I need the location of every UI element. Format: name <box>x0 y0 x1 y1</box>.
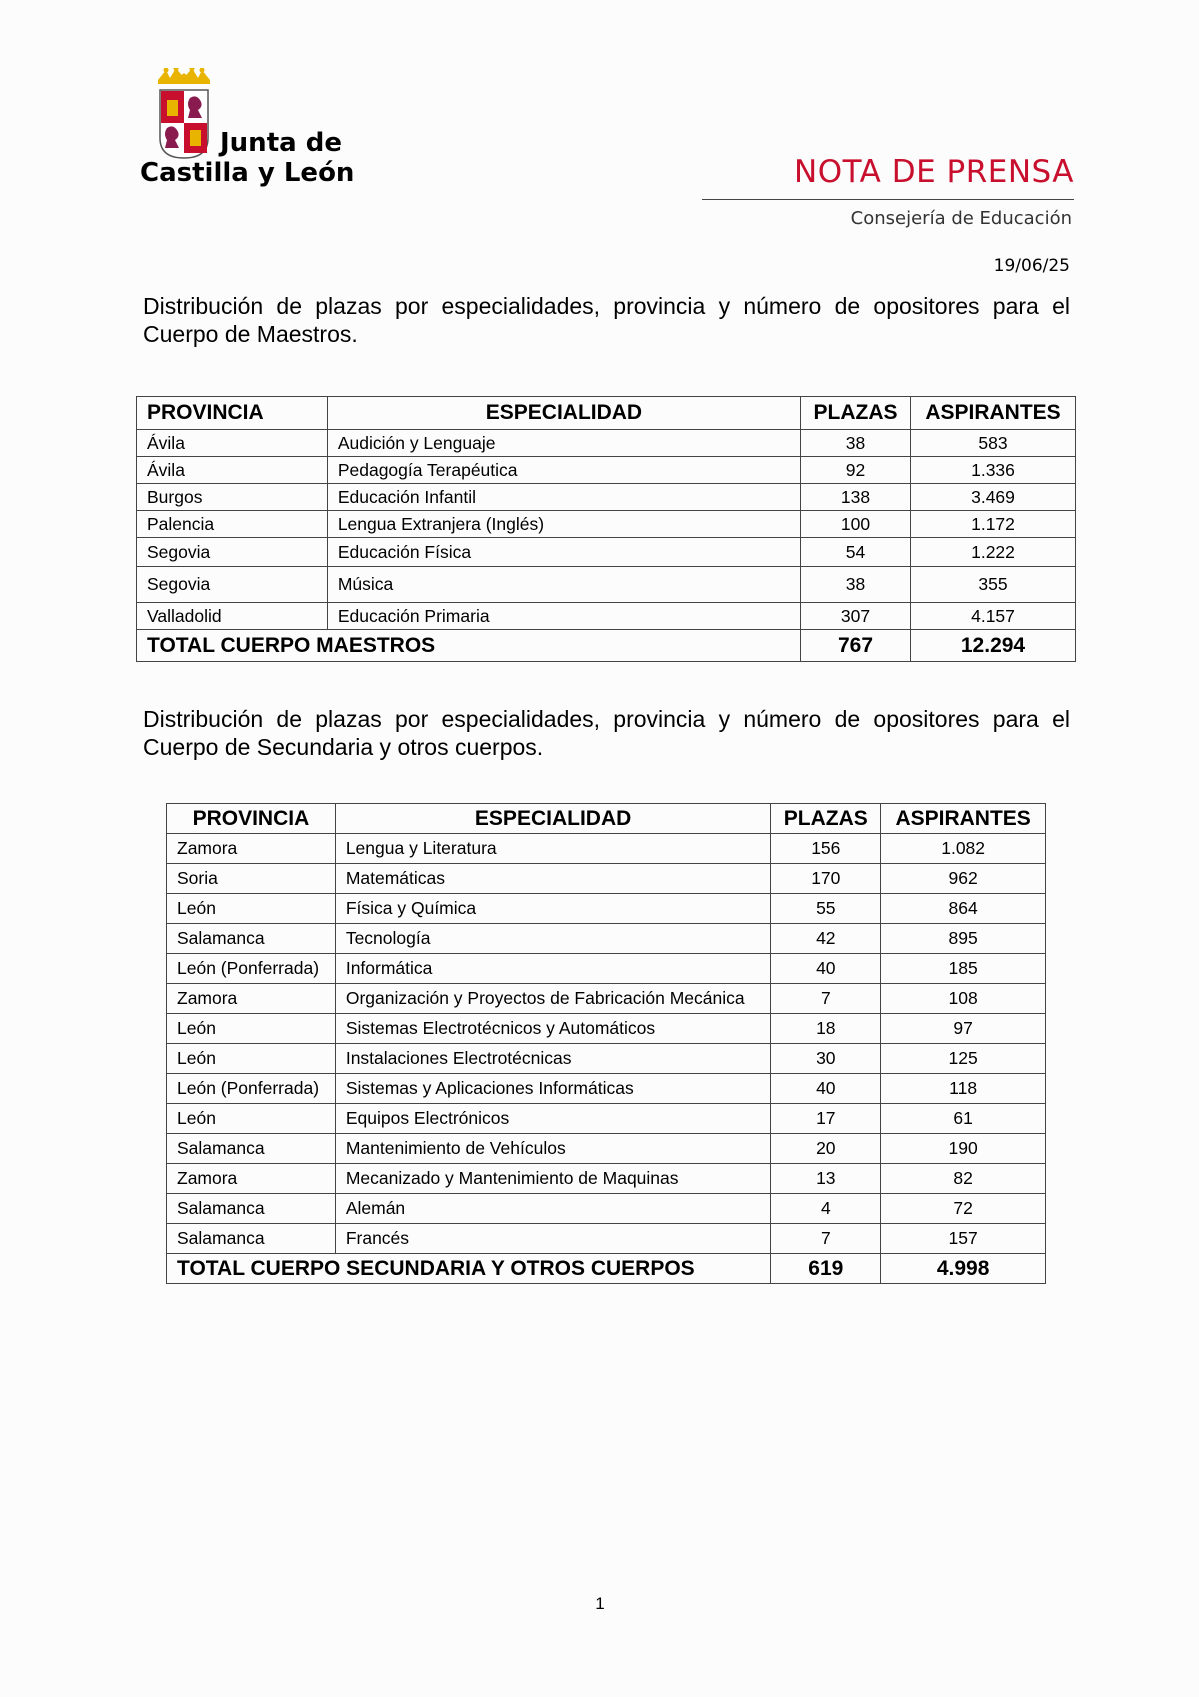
cell-provincia: Segovia <box>137 538 328 567</box>
table-row <box>137 538 1076 567</box>
cell-especialidad: Sistemas y Aplicaciones Informáticas <box>335 1074 771 1104</box>
cell-plazas: 40 <box>771 954 881 984</box>
cell-especialidad: Tecnología <box>335 924 771 954</box>
table-row <box>137 511 1076 538</box>
cell-plazas: 92 <box>801 457 911 484</box>
table-row <box>167 924 1046 954</box>
header-divider <box>702 199 1074 200</box>
cell-especialidad: Audición y Lenguaje <box>327 430 800 457</box>
table-row <box>167 834 1046 864</box>
section2-intro: Distribución de plazas por especialidades, provincia y número de opositores para el Cuerpo de Secundaria y otros cuerpos. <box>143 706 1070 760</box>
cell-especialidad: Informática <box>335 954 771 984</box>
cell-aspirantes: 1.082 <box>881 834 1046 864</box>
logo-text-line2: Castilla y León <box>140 158 355 188</box>
cell-provincia: Salamanca <box>167 1134 336 1164</box>
total-aspirantes: 4.998 <box>881 1254 1046 1284</box>
table-row <box>167 1224 1046 1254</box>
cell-plazas: 100 <box>801 511 911 538</box>
table-row <box>167 894 1046 924</box>
section1-intro: Distribución de plazas por especialidades, provincia y número de opositores para el Cuerpo de Maestros. <box>143 293 1070 347</box>
total-row <box>167 1254 1046 1284</box>
cell-plazas: 38 <box>801 430 911 457</box>
table-row <box>167 1164 1046 1194</box>
table-row <box>137 457 1076 484</box>
cell-especialidad: Mantenimiento de Vehículos <box>335 1134 771 1164</box>
cell-plazas: 7 <box>771 984 881 1014</box>
release-date: 19/06/25 <box>993 256 1070 276</box>
cell-provincia: Ávila <box>137 430 328 457</box>
table-header-row <box>167 804 1046 834</box>
cell-especialidad: Educación Primaria <box>327 603 800 630</box>
cell-aspirantes: 1.222 <box>911 538 1076 567</box>
cell-plazas: 7 <box>771 1224 881 1254</box>
cell-provincia: Salamanca <box>167 1224 336 1254</box>
maestros-table <box>136 396 1076 662</box>
secundaria-table <box>166 803 1046 1284</box>
cell-provincia: Zamora <box>167 984 336 1014</box>
cell-plazas: 38 <box>801 567 911 603</box>
cell-provincia: Valladolid <box>137 603 328 630</box>
table-row <box>137 484 1076 511</box>
cell-aspirantes: 1.336 <box>911 457 1076 484</box>
total-plazas: 619 <box>771 1254 881 1284</box>
cell-provincia: León (Ponferrada) <box>167 954 336 984</box>
cell-aspirantes: 61 <box>881 1104 1046 1134</box>
press-release-title: NOTA DE PRENSA <box>794 154 1074 190</box>
cell-aspirantes: 962 <box>881 864 1046 894</box>
cell-plazas: 156 <box>771 834 881 864</box>
total-aspirantes: 12.294 <box>911 630 1076 662</box>
cell-especialidad: Pedagogía Terapéutica <box>327 457 800 484</box>
table-row <box>137 430 1076 457</box>
cell-especialidad: Física y Química <box>335 894 771 924</box>
cell-aspirantes: 97 <box>881 1014 1046 1044</box>
cell-plazas: 40 <box>771 1074 881 1104</box>
cell-plazas: 54 <box>801 538 911 567</box>
cell-plazas: 20 <box>771 1134 881 1164</box>
cell-especialidad: Lengua Extranjera (Inglés) <box>327 511 800 538</box>
cell-plazas: 18 <box>771 1014 881 1044</box>
cell-especialidad: Instalaciones Electrotécnicas <box>335 1044 771 1074</box>
cell-aspirantes: 3.469 <box>911 484 1076 511</box>
col-header-especialidad: ESPECIALIDAD <box>327 397 800 430</box>
cell-especialidad: Francés <box>335 1224 771 1254</box>
cell-especialidad: Organización y Proyectos de Fabricación Mecánica <box>335 984 771 1014</box>
cell-plazas: 13 <box>771 1164 881 1194</box>
cell-aspirantes: 355 <box>911 567 1076 603</box>
cell-plazas: 17 <box>771 1104 881 1134</box>
cell-provincia: León <box>167 894 336 924</box>
table-header-row <box>137 397 1076 430</box>
cell-especialidad: Sistemas Electrotécnicos y Automáticos <box>335 1014 771 1044</box>
cell-aspirantes: 185 <box>881 954 1046 984</box>
col-header-aspirantes: ASPIRANTES <box>911 397 1076 430</box>
cell-aspirantes: 72 <box>881 1194 1046 1224</box>
col-header-plazas: PLAZAS <box>771 804 881 834</box>
col-header-provincia: PROVINCIA <box>137 397 328 430</box>
table-row <box>167 1104 1046 1134</box>
logo-text-line1: Junta de <box>220 128 342 158</box>
cell-plazas: 170 <box>771 864 881 894</box>
coat-of-arms-icon <box>156 68 212 160</box>
cell-provincia: Ávila <box>137 457 328 484</box>
cell-aspirantes: 864 <box>881 894 1046 924</box>
cell-especialidad: Lengua y Literatura <box>335 834 771 864</box>
cell-provincia: Burgos <box>137 484 328 511</box>
cell-plazas: 307 <box>801 603 911 630</box>
table-row <box>167 1074 1046 1104</box>
cell-aspirantes: 157 <box>881 1224 1046 1254</box>
cell-provincia: Segovia <box>137 567 328 603</box>
col-header-plazas: PLAZAS <box>801 397 911 430</box>
cell-provincia: Salamanca <box>167 924 336 954</box>
cell-provincia: Salamanca <box>167 1194 336 1224</box>
cell-aspirantes: 82 <box>881 1164 1046 1194</box>
cell-especialidad: Música <box>327 567 800 603</box>
junta-logo <box>138 68 363 198</box>
cell-provincia: León <box>167 1044 336 1074</box>
table-row <box>167 864 1046 894</box>
table-row <box>167 1134 1046 1164</box>
cell-aspirantes: 108 <box>881 984 1046 1014</box>
table-row <box>137 603 1076 630</box>
col-header-especialidad: ESPECIALIDAD <box>335 804 771 834</box>
cell-aspirantes: 4.157 <box>911 603 1076 630</box>
cell-especialidad: Educación Infantil <box>327 484 800 511</box>
cell-aspirantes: 125 <box>881 1044 1046 1074</box>
table-row <box>167 984 1046 1014</box>
cell-aspirantes: 190 <box>881 1134 1046 1164</box>
cell-plazas: 4 <box>771 1194 881 1224</box>
cell-especialidad: Alemán <box>335 1194 771 1224</box>
cell-aspirantes: 118 <box>881 1074 1046 1104</box>
cell-especialidad: Equipos Electrónicos <box>335 1104 771 1134</box>
cell-provincia: Palencia <box>137 511 328 538</box>
total-plazas: 767 <box>801 630 911 662</box>
table-row <box>167 1014 1046 1044</box>
department-name: Consejería de Educación <box>850 208 1072 229</box>
cell-plazas: 55 <box>771 894 881 924</box>
total-label: TOTAL CUERPO MAESTROS <box>137 630 801 662</box>
table-row <box>167 1044 1046 1074</box>
cell-provincia: León <box>167 1104 336 1134</box>
table-row <box>167 1194 1046 1224</box>
cell-provincia: León (Ponferrada) <box>167 1074 336 1104</box>
cell-especialidad: Mecanizado y Mantenimiento de Maquinas <box>335 1164 771 1194</box>
cell-aspirantes: 583 <box>911 430 1076 457</box>
cell-provincia: Zamora <box>167 834 336 864</box>
cell-aspirantes: 895 <box>881 924 1046 954</box>
cell-plazas: 42 <box>771 924 881 954</box>
total-label: TOTAL CUERPO SECUNDARIA Y OTROS CUERPOS <box>167 1254 771 1284</box>
cell-plazas: 30 <box>771 1044 881 1074</box>
col-header-provincia: PROVINCIA <box>167 804 336 834</box>
page-number: 1 <box>595 1594 605 1613</box>
table-row <box>137 567 1076 603</box>
col-header-aspirantes: ASPIRANTES <box>881 804 1046 834</box>
cell-provincia: Zamora <box>167 1164 336 1194</box>
cell-especialidad: Educación Física <box>327 538 800 567</box>
cell-aspirantes: 1.172 <box>911 511 1076 538</box>
cell-plazas: 138 <box>801 484 911 511</box>
total-row <box>137 630 1076 662</box>
cell-especialidad: Matemáticas <box>335 864 771 894</box>
table-row <box>167 954 1046 984</box>
cell-provincia: León <box>167 1014 336 1044</box>
cell-provincia: Soria <box>167 864 336 894</box>
